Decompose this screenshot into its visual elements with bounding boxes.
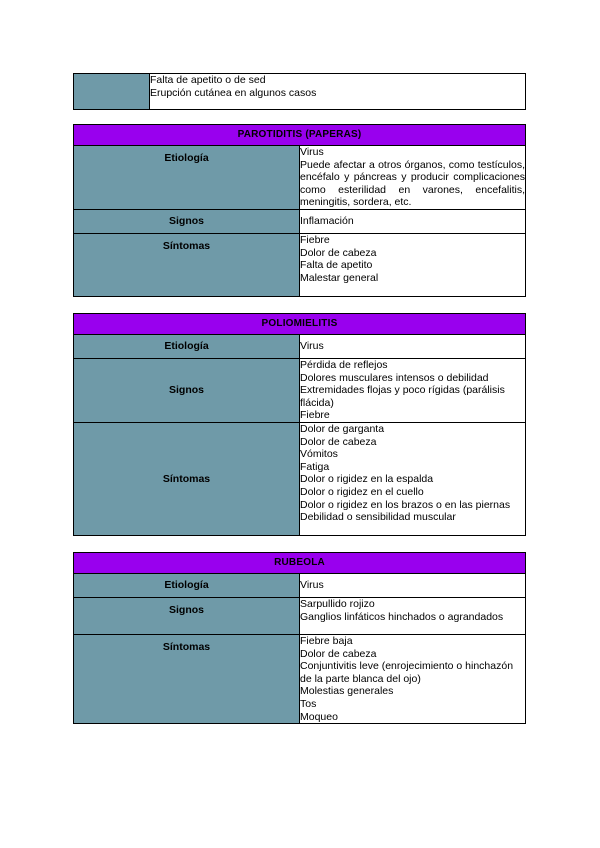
content-line: Vómitos: [300, 448, 338, 461]
row-label: Etiología: [74, 574, 300, 598]
content-line: Pérdida de reflejos: [300, 359, 388, 371]
disease-title: RUBEOLA: [74, 553, 526, 574]
content-line: Conjuntivitis leve (enrojecimiento o hinchazón de la parte blanca del ojo): [300, 660, 514, 685]
content-line: Inflamación: [300, 215, 354, 228]
content-line: Fatiga: [300, 460, 330, 473]
content-line: Falta de apetito: [300, 259, 373, 272]
content-line: Dolor o rigidez en los brazos o en las piernas: [300, 498, 511, 511]
content-line: Extremidades flojas y poco rígidas (parálisis flácida): [300, 384, 505, 409]
content-line: Virus: [300, 146, 324, 158]
content-line: Fiebre: [300, 233, 330, 246]
row-label: Signos: [74, 359, 300, 423]
table-row: [74, 422, 526, 535]
content-line: Dolor de cabeza: [300, 435, 377, 448]
content-line: Fiebre: [300, 409, 330, 422]
table-row: [74, 635, 526, 724]
content-line: Sarpullido rojizo: [300, 598, 375, 610]
table-row: [74, 335, 526, 359]
row-label: Etiología: [74, 146, 300, 210]
content-line: Tos: [300, 697, 317, 710]
content-line: Ganglios linfáticos hinchados o agrandados: [300, 610, 504, 623]
disease-title: POLIOMIELITIS: [74, 314, 526, 335]
continuation-table: [73, 73, 526, 110]
content-line: Virus: [300, 579, 324, 592]
table-row: [74, 233, 526, 296]
disease-table-poliomielitis: [73, 313, 526, 536]
row-label: [74, 74, 150, 110]
disease-table-parotiditis: [73, 124, 526, 297]
row-content: [300, 574, 526, 598]
content-line: Molestias generales: [300, 685, 394, 698]
content-line: Dolor de cabeza: [300, 647, 377, 660]
table-row: [74, 598, 526, 635]
disease-table-rubeola: [73, 552, 526, 724]
row-content: [300, 422, 526, 535]
content-line: Debilidad o sensibilidad muscular: [300, 511, 456, 524]
row-label: Síntomas: [74, 233, 300, 296]
content-line: Fiebre baja: [300, 635, 353, 647]
row-label: Síntomas: [74, 422, 300, 535]
content-line: Malestar general: [300, 271, 379, 284]
row-content: [300, 335, 526, 359]
row-content: [300, 598, 526, 635]
row-content: [300, 209, 526, 233]
row-label: Etiología: [74, 335, 300, 359]
content-line: Erupción cutánea en algunos casos: [150, 86, 317, 99]
content-line: Virus: [300, 340, 324, 353]
content-line: Dolor o rigidez en el cuello: [300, 485, 424, 498]
table-row: [74, 209, 526, 233]
disease-title: PAROTIDITIS (PAPERAS): [74, 125, 526, 146]
content-line: Dolor o rigidez en la espalda: [300, 473, 434, 486]
row-label: Síntomas: [74, 635, 300, 724]
table-row: [74, 574, 526, 598]
row-label: Signos: [74, 598, 300, 635]
table-row: [74, 146, 526, 210]
content-line: Dolores musculares intensos o debilidad: [300, 371, 489, 384]
row-content: [300, 233, 526, 296]
table-row: [74, 359, 526, 423]
content-line: Puede afectar a otros órganos, como testículos, encéfalo y páncreas y producir complicaciones como esterilidad en varones, encefalitis, meningitis, sordera, etc.: [300, 158, 525, 209]
row-label: Signos: [74, 209, 300, 233]
table-row: [74, 74, 526, 110]
row-content: [300, 146, 526, 210]
content-line: Falta de apetito o de sed: [150, 74, 266, 86]
content-line: Moqueo: [300, 710, 338, 723]
row-content: [150, 74, 526, 110]
row-content: [300, 635, 526, 724]
row-content: [300, 359, 526, 423]
content-line: Dolor de cabeza: [300, 246, 377, 259]
content-line: Dolor de garganta: [300, 422, 385, 435]
